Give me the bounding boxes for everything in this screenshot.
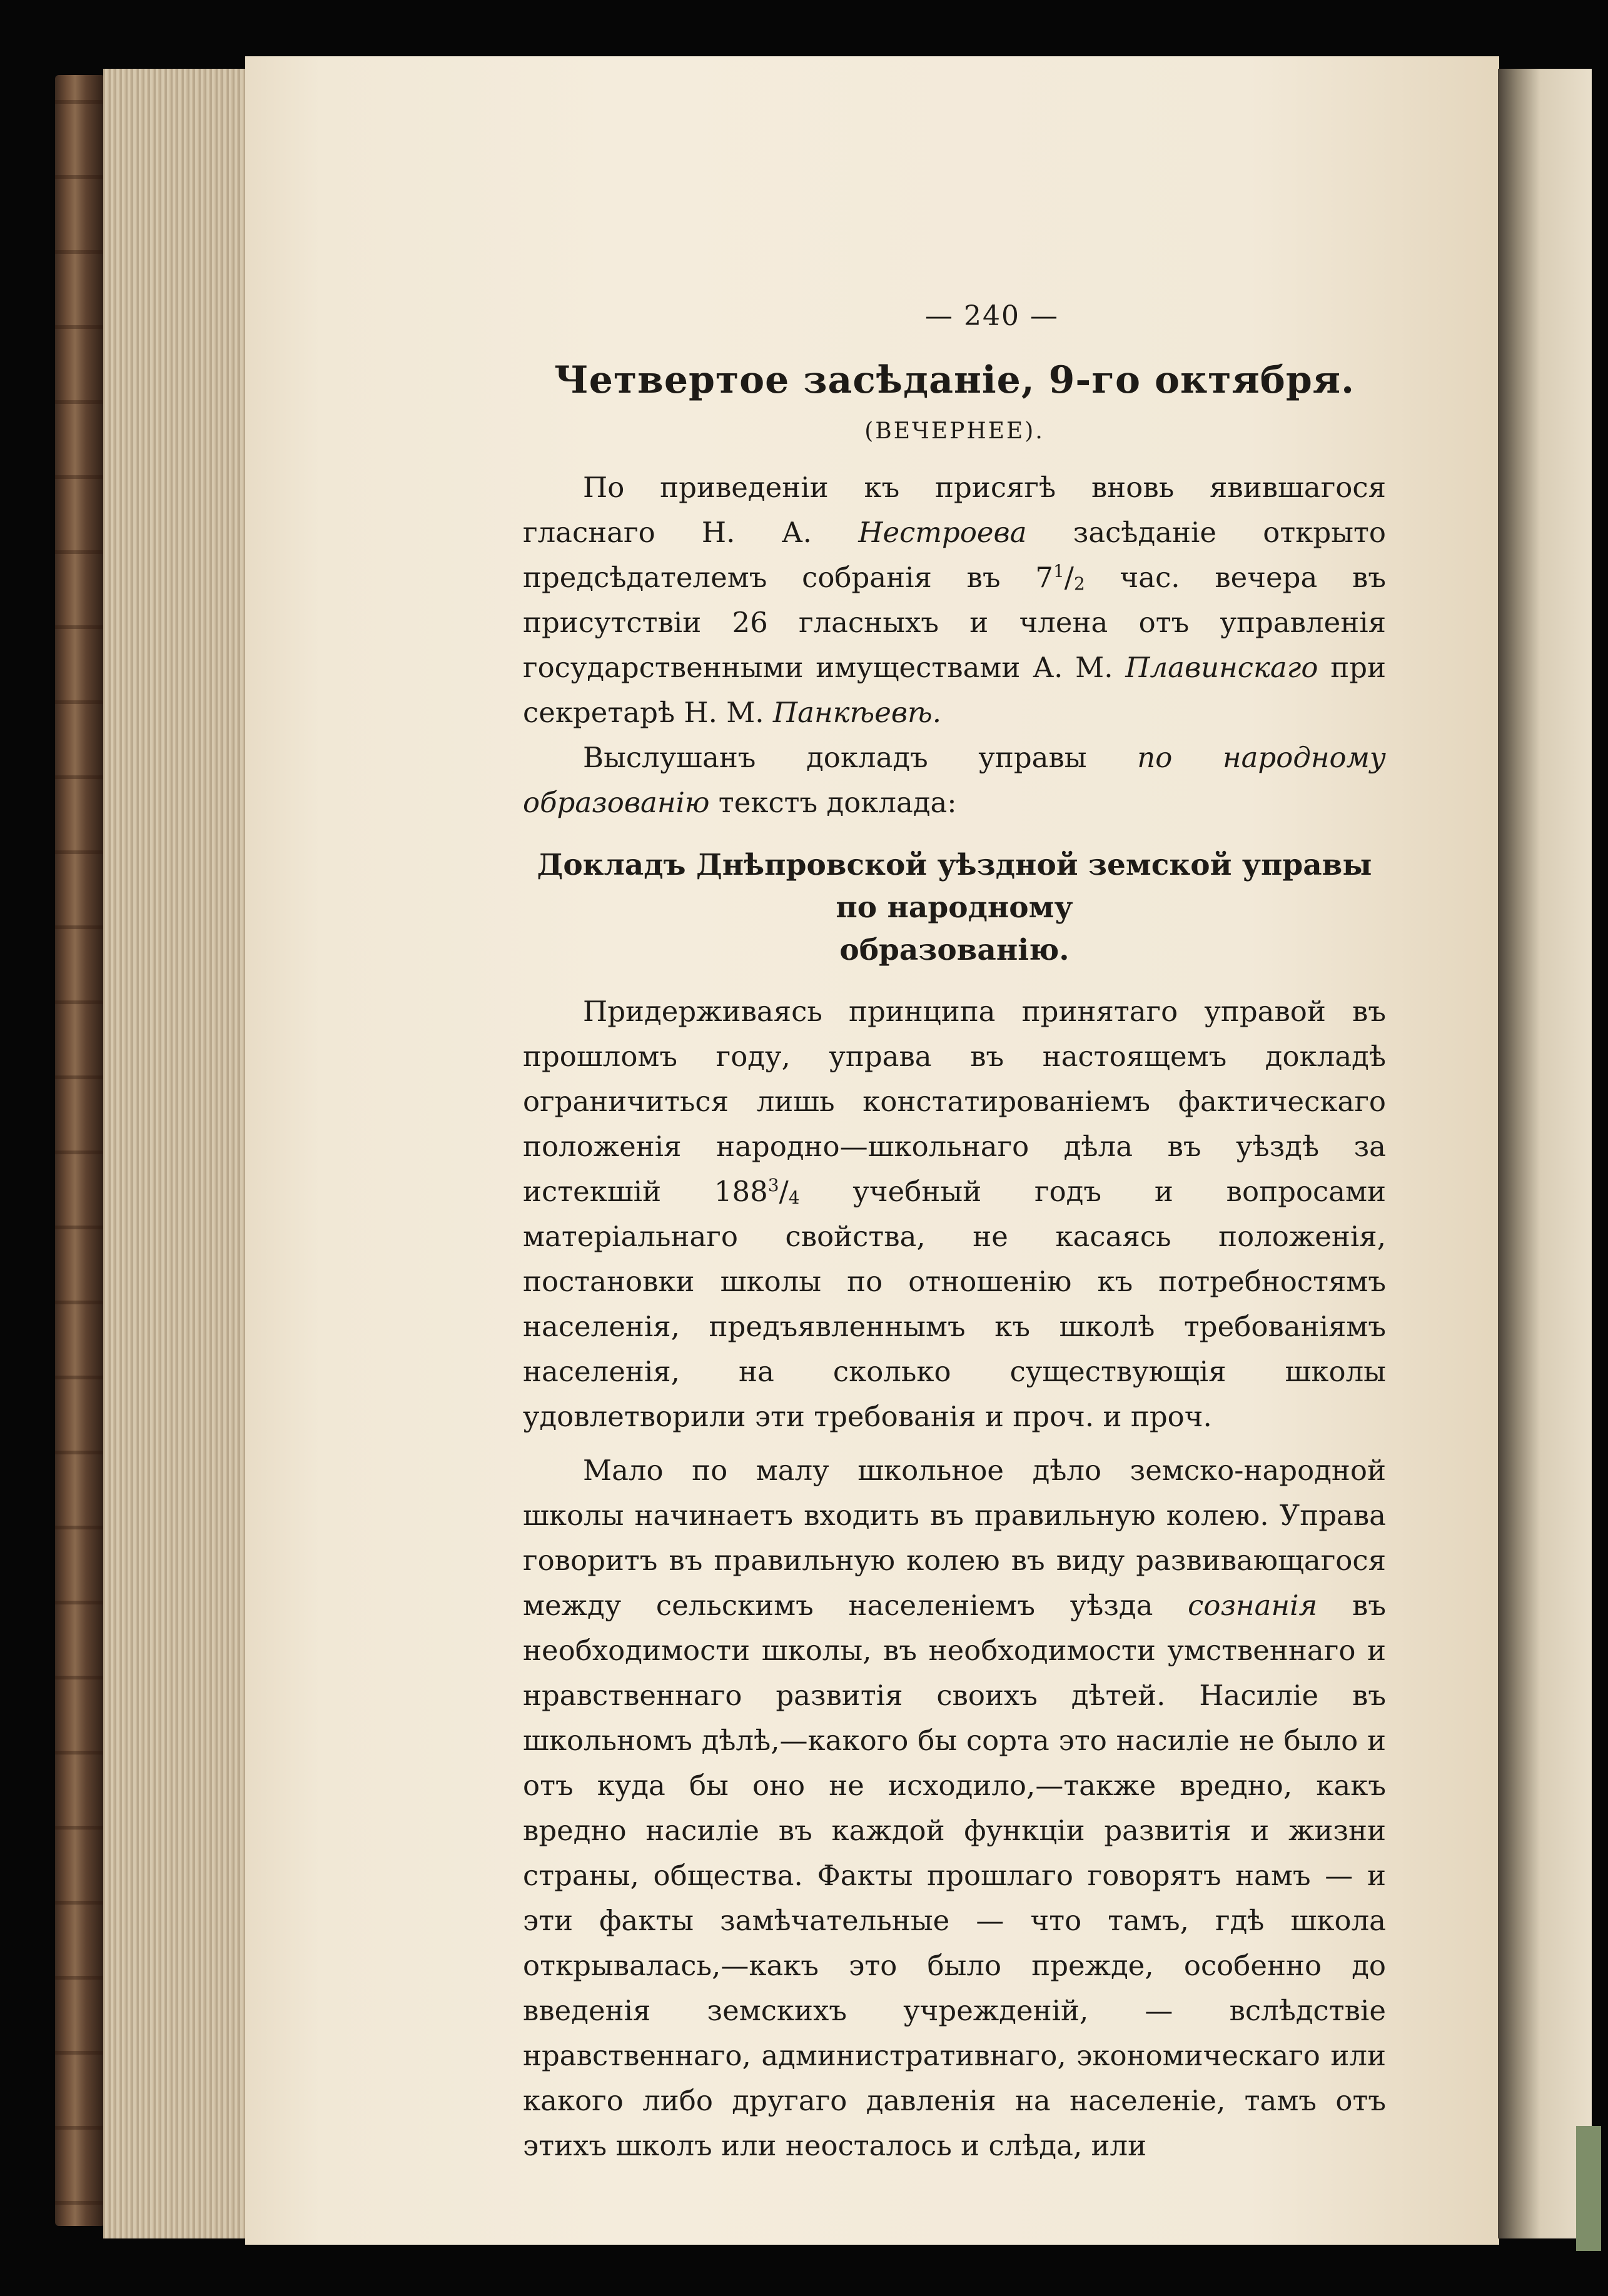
session-subtitle: (ВЕЧЕРНЕЕ). <box>864 418 1044 444</box>
paragraph-report-heard: Выслушанъ докладъ управы по народному образованію текстъ доклада: <box>523 741 1386 819</box>
page-edges-left <box>103 69 247 2238</box>
binding-cloth <box>1576 2126 1601 2251</box>
paragraph-principle: Придерживаясь принципа принятаго управой въ прошломъ году, управа въ настоящемъ докладѣ ограничиться лишь констатированіемъ фактическаго положенія народно—школьнаго дѣла въ уѣздѣ за истекшій $188^3/_4$ учебный годъ и вопросами матеріальнаго свойства, не касаясь положенія, постановки школы по отношенію къ потребностямъ населенія, предъявленнымъ къ школѣ требованіямъ населенія, на сколько существующія школы удовлетворили эти требованія и проч. и проч. <box>523 995 1386 1433</box>
report-title: Докладъ Днѣпровской уѣздной земской управы по народному образованію. <box>537 848 1372 967</box>
page-text <box>523 300 1386 2168</box>
report-topic: по народному образованію <box>523 741 1386 819</box>
name-pankeev: Панкѣевѣ. <box>772 696 942 729</box>
book-spine-left <box>55 75 105 2226</box>
facing-page-edge <box>1498 69 1592 2238</box>
paragraph-opening: По приведеніи къ присягѣ вновь явившагося гласнаго Н. А. Нестроева засѣданіе открыто предсѣдателемъ собранія въ $7^1/_2$ час. вечера въ присутствіи 26 гласныхъ и члена отъ управленія государственными имуществами А. М. Плавинскаго при секретарѣ Н. М. Панкѣевѣ. <box>523 471 1387 729</box>
paragraph-school-progress: Мало по малу школьное дѣло земско-народной школы начинаетъ входить въ правильную колею. Управа говоритъ въ правильную колею въ виду развивающагося между сельскимъ населеніемъ уѣзда сознанія въ необходимости школы, въ необходимости умственнаго и нравственнаго развитія своихъ дѣтей. Насиліе въ школьномъ дѣлѣ,—какого бы сорта это насиліе не было и отъ куда бы оно не исходило,—также вредно, какъ вредно насиліе въ каждой функціи развитія и жизни страны, общества. Факты прошлаго говорятъ намъ — и эти факты замѣчательные — что тамъ, гдѣ школа открывалась,—какъ это было прежде, особенно до введенія земскихъ учрежденій, — вслѣдствіе нравственнаго, административнаго, экономическаго или какого либо другаго давленія на населеніе, тамъ отъ этихъ школъ или неосталось и слѣда, или <box>523 1454 1386 2162</box>
session-title: Четвертое засѣданіе, 9-го октября. <box>554 358 1355 402</box>
page-number: — 240 — <box>925 300 1059 332</box>
word-consciousness: сознанія <box>1188 1589 1318 1622</box>
name-plavinsky: Плавинскаго <box>1125 651 1318 684</box>
name-nestroev: Нестроева <box>858 516 1027 549</box>
